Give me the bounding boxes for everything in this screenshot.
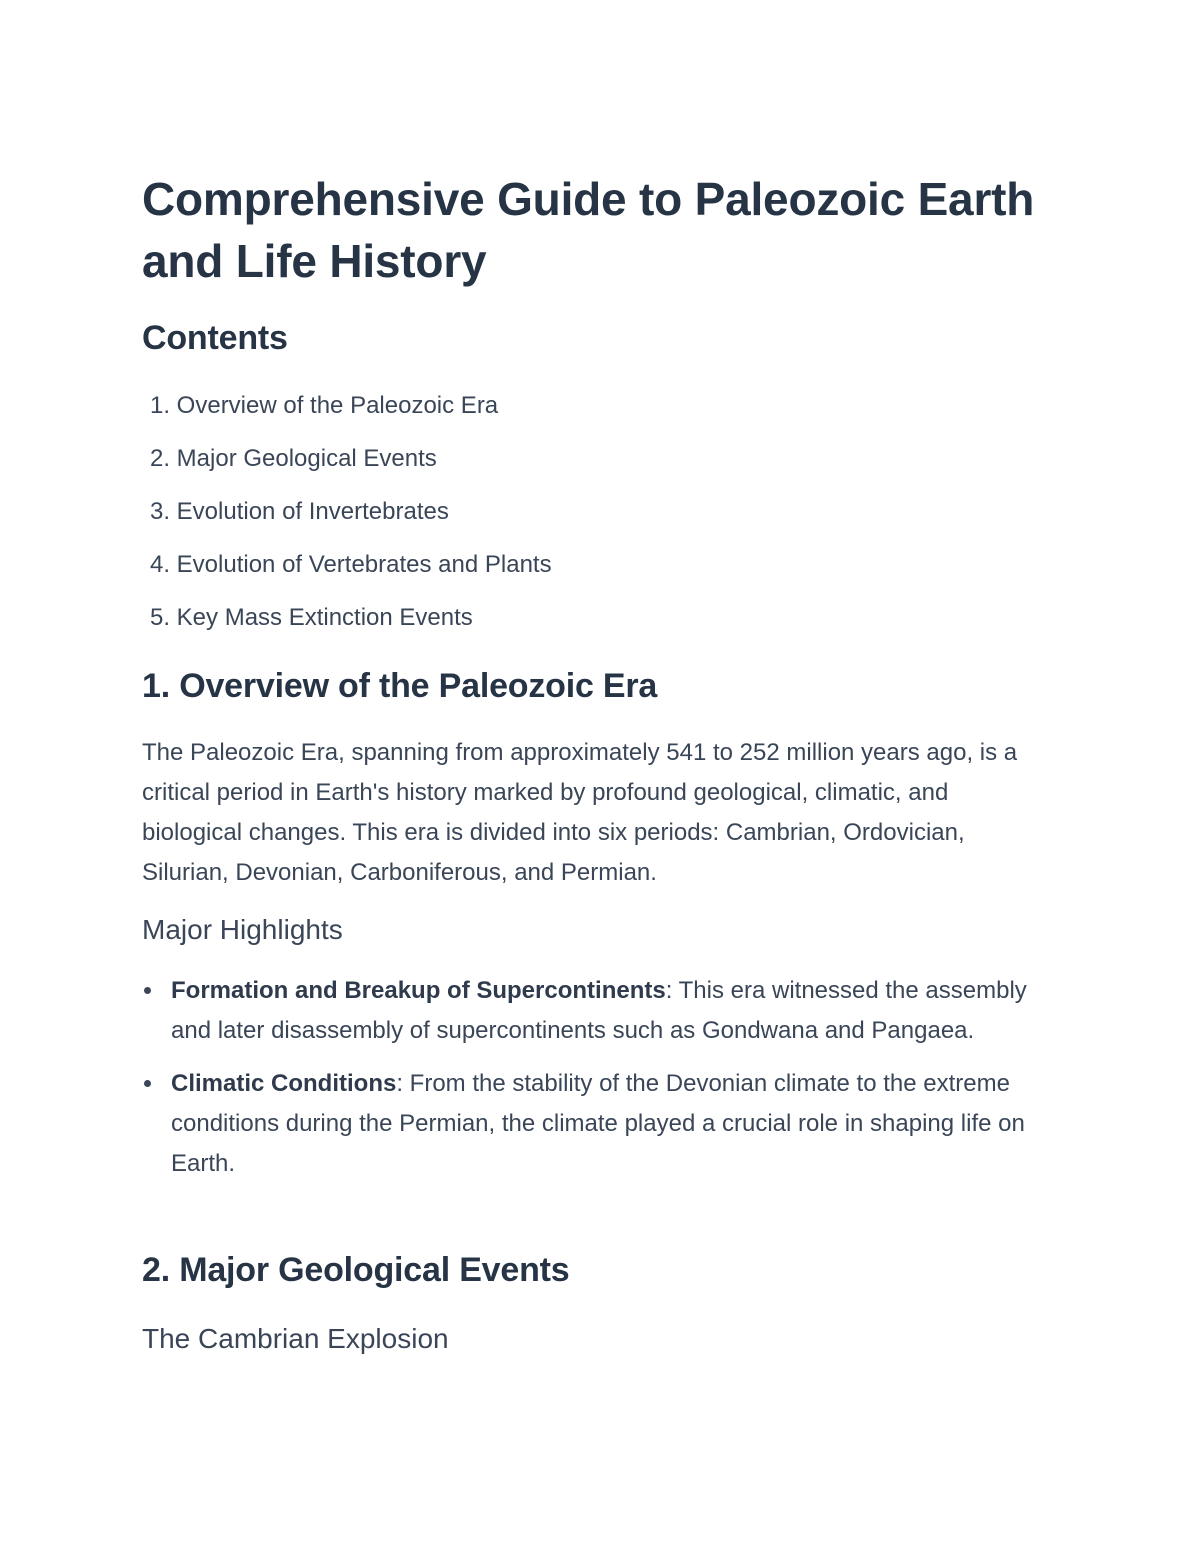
section-1-heading: 1. Overview of the Paleozoic Era: [142, 667, 658, 705]
bullet-term: Climatic Conditions: [171, 1070, 397, 1097]
section-1-paragraph: The Paleozoic Era, spanning from approximately 541 to 252 million years ago, is a critical period in Earth's history marked by profound geological, climatic, and biological changes. This era is divided into six periods: Cambrian, Ordovician, Silurian, Devonian, Carboniferous, and Permian.: [142, 739, 1018, 886]
toc-item[interactable]: 4. Evolution of Vertebrates and Plants: [149, 551, 552, 578]
toc-item-label: Major Geological Events: [176, 445, 437, 472]
bullet-text: : From the stability of the Devonian climate to the extreme conditions during the Permian, the climate played a crucial role in shaping life on Earth.: [171, 1070, 1025, 1177]
contents-heading: Contents: [142, 319, 288, 357]
list-item: [142, 1064, 1052, 1184]
major-highlights-heading: Major Highlights: [142, 914, 343, 945]
toc-item-label: Key Mass Extinction Events: [176, 604, 473, 631]
bullet-icon: [144, 1080, 151, 1087]
bullet-icon: [144, 987, 151, 994]
bullet-text: : This era witnessed the assembly and later disassembly of supercontinents such as Gondwana and Pangaea.: [171, 977, 1027, 1044]
toc-item-label: Evolution of Vertebrates and Plants: [176, 551, 552, 578]
document-title: Comprehensive Guide to Paleozoic Earth and Life History: [142, 173, 1035, 287]
toc-item[interactable]: 3. Evolution of Invertebrates: [149, 498, 449, 525]
toc-item[interactable]: 1. Overview of the Paleozoic Era: [149, 392, 499, 419]
cambrian-explosion-heading: The Cambrian Explosion: [142, 1323, 449, 1354]
toc-item[interactable]: 2. Major Geological Events: [149, 445, 437, 472]
toc-item-label: Evolution of Invertebrates: [176, 498, 449, 525]
toc-item[interactable]: 5. Key Mass Extinction Events: [149, 604, 473, 631]
table-of-contents: [142, 388, 552, 653]
list-item: [142, 971, 1052, 1051]
highlights-list: [142, 971, 1052, 1197]
toc-item-label: Overview of the Paleozoic Era: [176, 392, 499, 419]
section-2-heading: 2. Major Geological Events: [142, 1251, 570, 1289]
bullet-term: Formation and Breakup of Supercontinents: [171, 977, 666, 1004]
